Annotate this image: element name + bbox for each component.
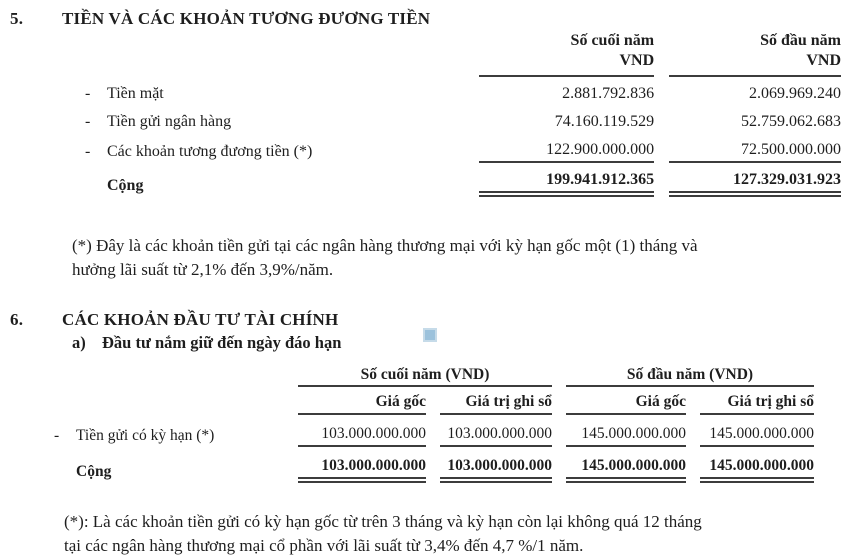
section6-number: 6. <box>10 310 24 330</box>
total-end-value: 199.941.912.365 <box>479 163 654 197</box>
subcol-carrying-end: Giá trị ghi sổ <box>440 387 552 415</box>
group-header-row <box>54 366 814 387</box>
table-row <box>54 415 814 447</box>
table-row <box>85 133 841 163</box>
dash-bullet: - <box>85 84 91 102</box>
empty-header-cell <box>85 31 464 77</box>
cell-end-value: 122.900.000.000 <box>479 133 654 163</box>
blue-square-marker <box>423 328 437 342</box>
empty-header-cell <box>54 387 284 415</box>
col-header-end-of-year: Số cuối năm VND <box>479 31 654 77</box>
table-header-row <box>85 31 841 77</box>
cash-equivalents-table <box>70 31 856 197</box>
dash-bullet: - <box>85 112 91 130</box>
sub-header-row <box>54 387 814 415</box>
section5-title: TIỀN VÀ CÁC KHOẢN TƯƠNG ĐƯƠNG TIỀN <box>62 9 431 28</box>
footnote-line: tại các ngân hàng thương mại cổ phần với lãi suất từ 3,4% đến 4,7 %/1 năm. <box>64 536 584 556</box>
total-value: 103.000.000.000 <box>440 447 552 483</box>
cell-value: 145.000.000.000 <box>566 415 686 447</box>
row-label: - Tiền gửi ngân hàng <box>85 112 232 130</box>
total-label: Cộng <box>107 176 144 194</box>
row-label: - Các khoản tương đương tiền (*) <box>85 142 313 160</box>
footnote-line: (*) Đây là các khoản tiền gửi tại các ngân hàng thương mại với kỳ hạn gốc một (1) tháng và <box>72 235 698 255</box>
section5-number: 5. <box>10 9 24 28</box>
total-row <box>85 163 841 197</box>
section6-footnote <box>64 510 836 558</box>
empty-header-cell <box>54 366 284 387</box>
cell-begin-value: 2.069.969.240 <box>749 84 841 102</box>
investments-table <box>40 366 828 483</box>
subheading-prefix: a) <box>72 333 86 353</box>
total-label: Cộng <box>76 463 112 481</box>
table-row <box>85 77 841 105</box>
row-label: - Tiền gửi có kỳ hạn (*) <box>54 427 215 445</box>
dash-bullet: - <box>85 142 91 160</box>
subcol-cost-end: Giá gốc <box>298 387 426 415</box>
section6-subheading <box>72 333 856 353</box>
section6-title: CÁC KHOẢN ĐẦU TƯ TÀI CHÍNH <box>62 310 339 330</box>
cell-end-value: 74.160.119.529 <box>554 112 655 130</box>
section5-footnote <box>72 234 836 282</box>
subcol-cost-begin: Giá gốc <box>566 387 686 415</box>
footnote-line: (*): Là các khoản tiền gửi có kỳ hạn gốc từ trên 3 tháng và kỳ hạn còn lại không quá 12 tháng <box>64 512 702 532</box>
cell-value: 103.000.000.000 <box>440 415 552 447</box>
subheading-title: Đầu tư nắm giữ đến ngày đáo hạn <box>102 333 342 353</box>
group-header-end-of-year: Số cuối năm (VND) <box>298 366 552 387</box>
section5-heading <box>0 0 856 29</box>
footnote-line: hưởng lãi suất từ 2,1% đến 3,9%/năm. <box>72 260 334 280</box>
dash-bullet: - <box>54 427 60 445</box>
subcol-carrying-begin: Giá trị ghi sổ <box>700 387 814 415</box>
cell-begin-value: 72.500.000.000 <box>669 133 841 163</box>
total-begin-value: 127.329.031.923 <box>669 163 841 197</box>
col-header-start-of-year: Số đầu năm VND <box>669 31 841 77</box>
group-header-start-of-year: Số đầu năm (VND) <box>566 366 814 387</box>
cell-begin-value: 52.759.062.683 <box>741 112 841 130</box>
total-row <box>54 447 814 483</box>
cell-value: 103.000.000.000 <box>298 415 426 447</box>
table-row <box>85 105 841 133</box>
total-value: 145.000.000.000 <box>700 447 814 483</box>
cell-end-value: 2.881.792.836 <box>562 84 655 102</box>
row-label: - Tiền mặt <box>85 84 164 102</box>
cell-value: 145.000.000.000 <box>700 415 814 447</box>
total-value: 145.000.000.000 <box>566 447 686 483</box>
total-value: 103.000.000.000 <box>298 447 426 483</box>
